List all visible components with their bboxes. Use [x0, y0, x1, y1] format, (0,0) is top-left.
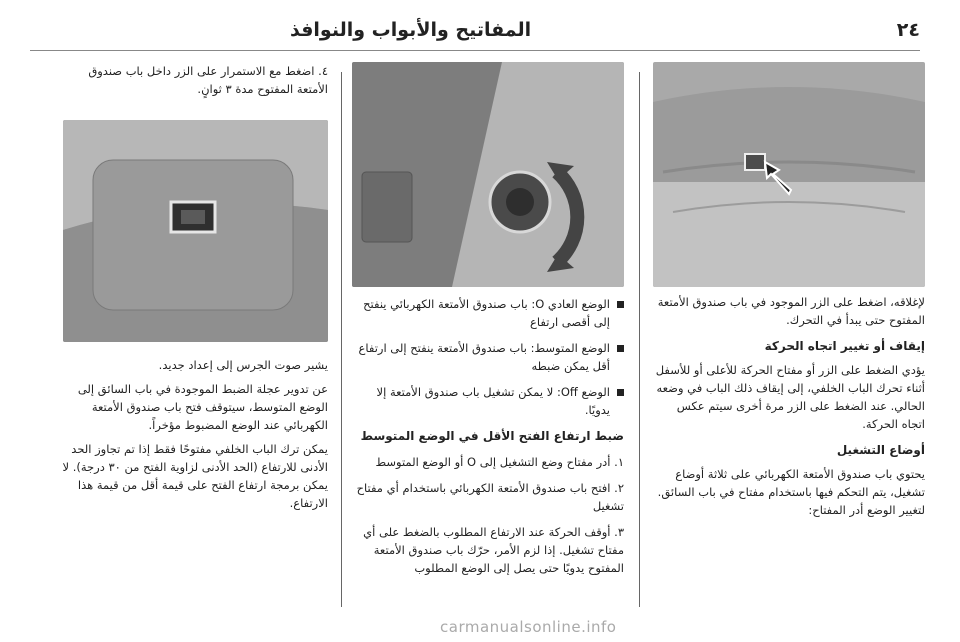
- mode-off: [352, 383, 624, 419]
- column-middle: [352, 62, 624, 577]
- driver-door-switch-illustration: [352, 62, 624, 287]
- tailgate-button-icon: [745, 154, 765, 170]
- medium-position-note: عن تدوير عجلة الضبط الموجودة في باب السائق إلى الوضع المتوسط، سيتوقف فتح باب صندوق الأمتعة الكهربائي عند الوضع المضبوط مؤخراً.: [77, 382, 328, 432]
- inner-button-svg: [63, 120, 328, 342]
- page-number: ٢٤: [896, 19, 920, 41]
- door-switch-svg: [352, 62, 624, 287]
- mode-medium: [352, 339, 624, 375]
- mode-medium-text: الوضع المتوسط: باب صندوق الأمتعة ينفتح إلى ارتفاع أقل يمكن ضبطه: [358, 341, 610, 373]
- column-divider: [341, 72, 342, 607]
- step-2: ٢. افتح باب صندوق الأمتعة الكهربائي باستخدام أي مفتاح تشغيل: [356, 481, 624, 513]
- minimum-height-note: يمكن ترك الباب الخلفي مفتوحًا فقط إذا تم تجاوز الحد الأدنى للارتفاع (الحد الأدنى لزاوية الفتح من ٣٠ درجة). لا يمكن برمجة ارتفاع الفتح على قيمة أقل من قيمة هذا الارتفاع.: [62, 442, 328, 510]
- column-divider: [639, 72, 640, 607]
- chime-note: يشير صوت الجرس إلى إعداد جديد.: [158, 358, 328, 372]
- stop-reverse-text: يؤدي الضغط على الزر أو مفتاح الحركة للأعلى أو للأسفل أثناء تحرك الباب الخلفي، إلى إيقاف ذلك الباب في وضعه الحالي. عند الضغط على الزر مرة أخرى سيتم عكس اتجاه الحركة.: [655, 363, 925, 431]
- bullet-icon: [617, 345, 624, 352]
- step-4: ٤. اضغط مع الاستمرار على الزر داخل باب صندوق الأمتعة المفتوح مدة ٣ ثوانٍ.: [88, 64, 328, 96]
- page-title: المفاتيح والأبواب والنوافذ: [290, 19, 532, 41]
- column-right: [653, 62, 925, 519]
- tailgate-illustration-svg: [653, 62, 925, 287]
- watermark: carmanualsonline.info: [440, 618, 617, 636]
- column-left: [58, 62, 328, 512]
- step-3: ٣. أوقف الحركة عند الارتفاع المطلوب بالضغط على أي مفتاح تشغيل. إذا لزم الأمر، حرّك باب صندوق الأمتعة المفتوح يدويًا حتى يصل إلى الوضع المطلوب: [363, 525, 624, 575]
- modes-text: يحتوي باب صندوق الأمتعة الكهربائي على ثلاثة أوضاع تشغيل، يتم التحكم فيها باستخدام مفتاح في باب السائق. لتغيير الوضع أدر المفتاح:: [657, 467, 925, 517]
- stop-reverse-heading: إيقاف أو تغيير اتجاه الحركة: [764, 339, 925, 353]
- step-1: ١. أدر مفتاح وضع التشغيل إلى O أو الوضع المتوسط: [375, 455, 624, 469]
- tailgate-inner-button-illustration: [63, 120, 328, 342]
- bullet-icon: [617, 389, 624, 396]
- modes-heading: أوضاع التشغيل: [836, 443, 925, 457]
- adjust-height-heading: ضبط ارتفاع الفتح الأقل في الوضع المتوسط: [360, 429, 624, 443]
- bullet-icon: [617, 301, 624, 308]
- page-header: [30, 10, 920, 51]
- mode-normal-text: الوضع العادي O: باب صندوق الأمتعة الكهربائي ينفتح إلى أقصى ارتفاع: [363, 297, 610, 329]
- mode-off-text: الوضع Off: لا يمكن تشغيل باب صندوق الأمتعة إلا يدويًا.: [376, 385, 610, 417]
- mode-normal: [352, 295, 624, 331]
- tailgate-illustration: [653, 62, 925, 287]
- close-instructions: لإغلاقه، اضغط على الزر الموجود في باب صندوق الأمتعة المفتوح حتى يبدأ في التحرك.: [657, 295, 925, 327]
